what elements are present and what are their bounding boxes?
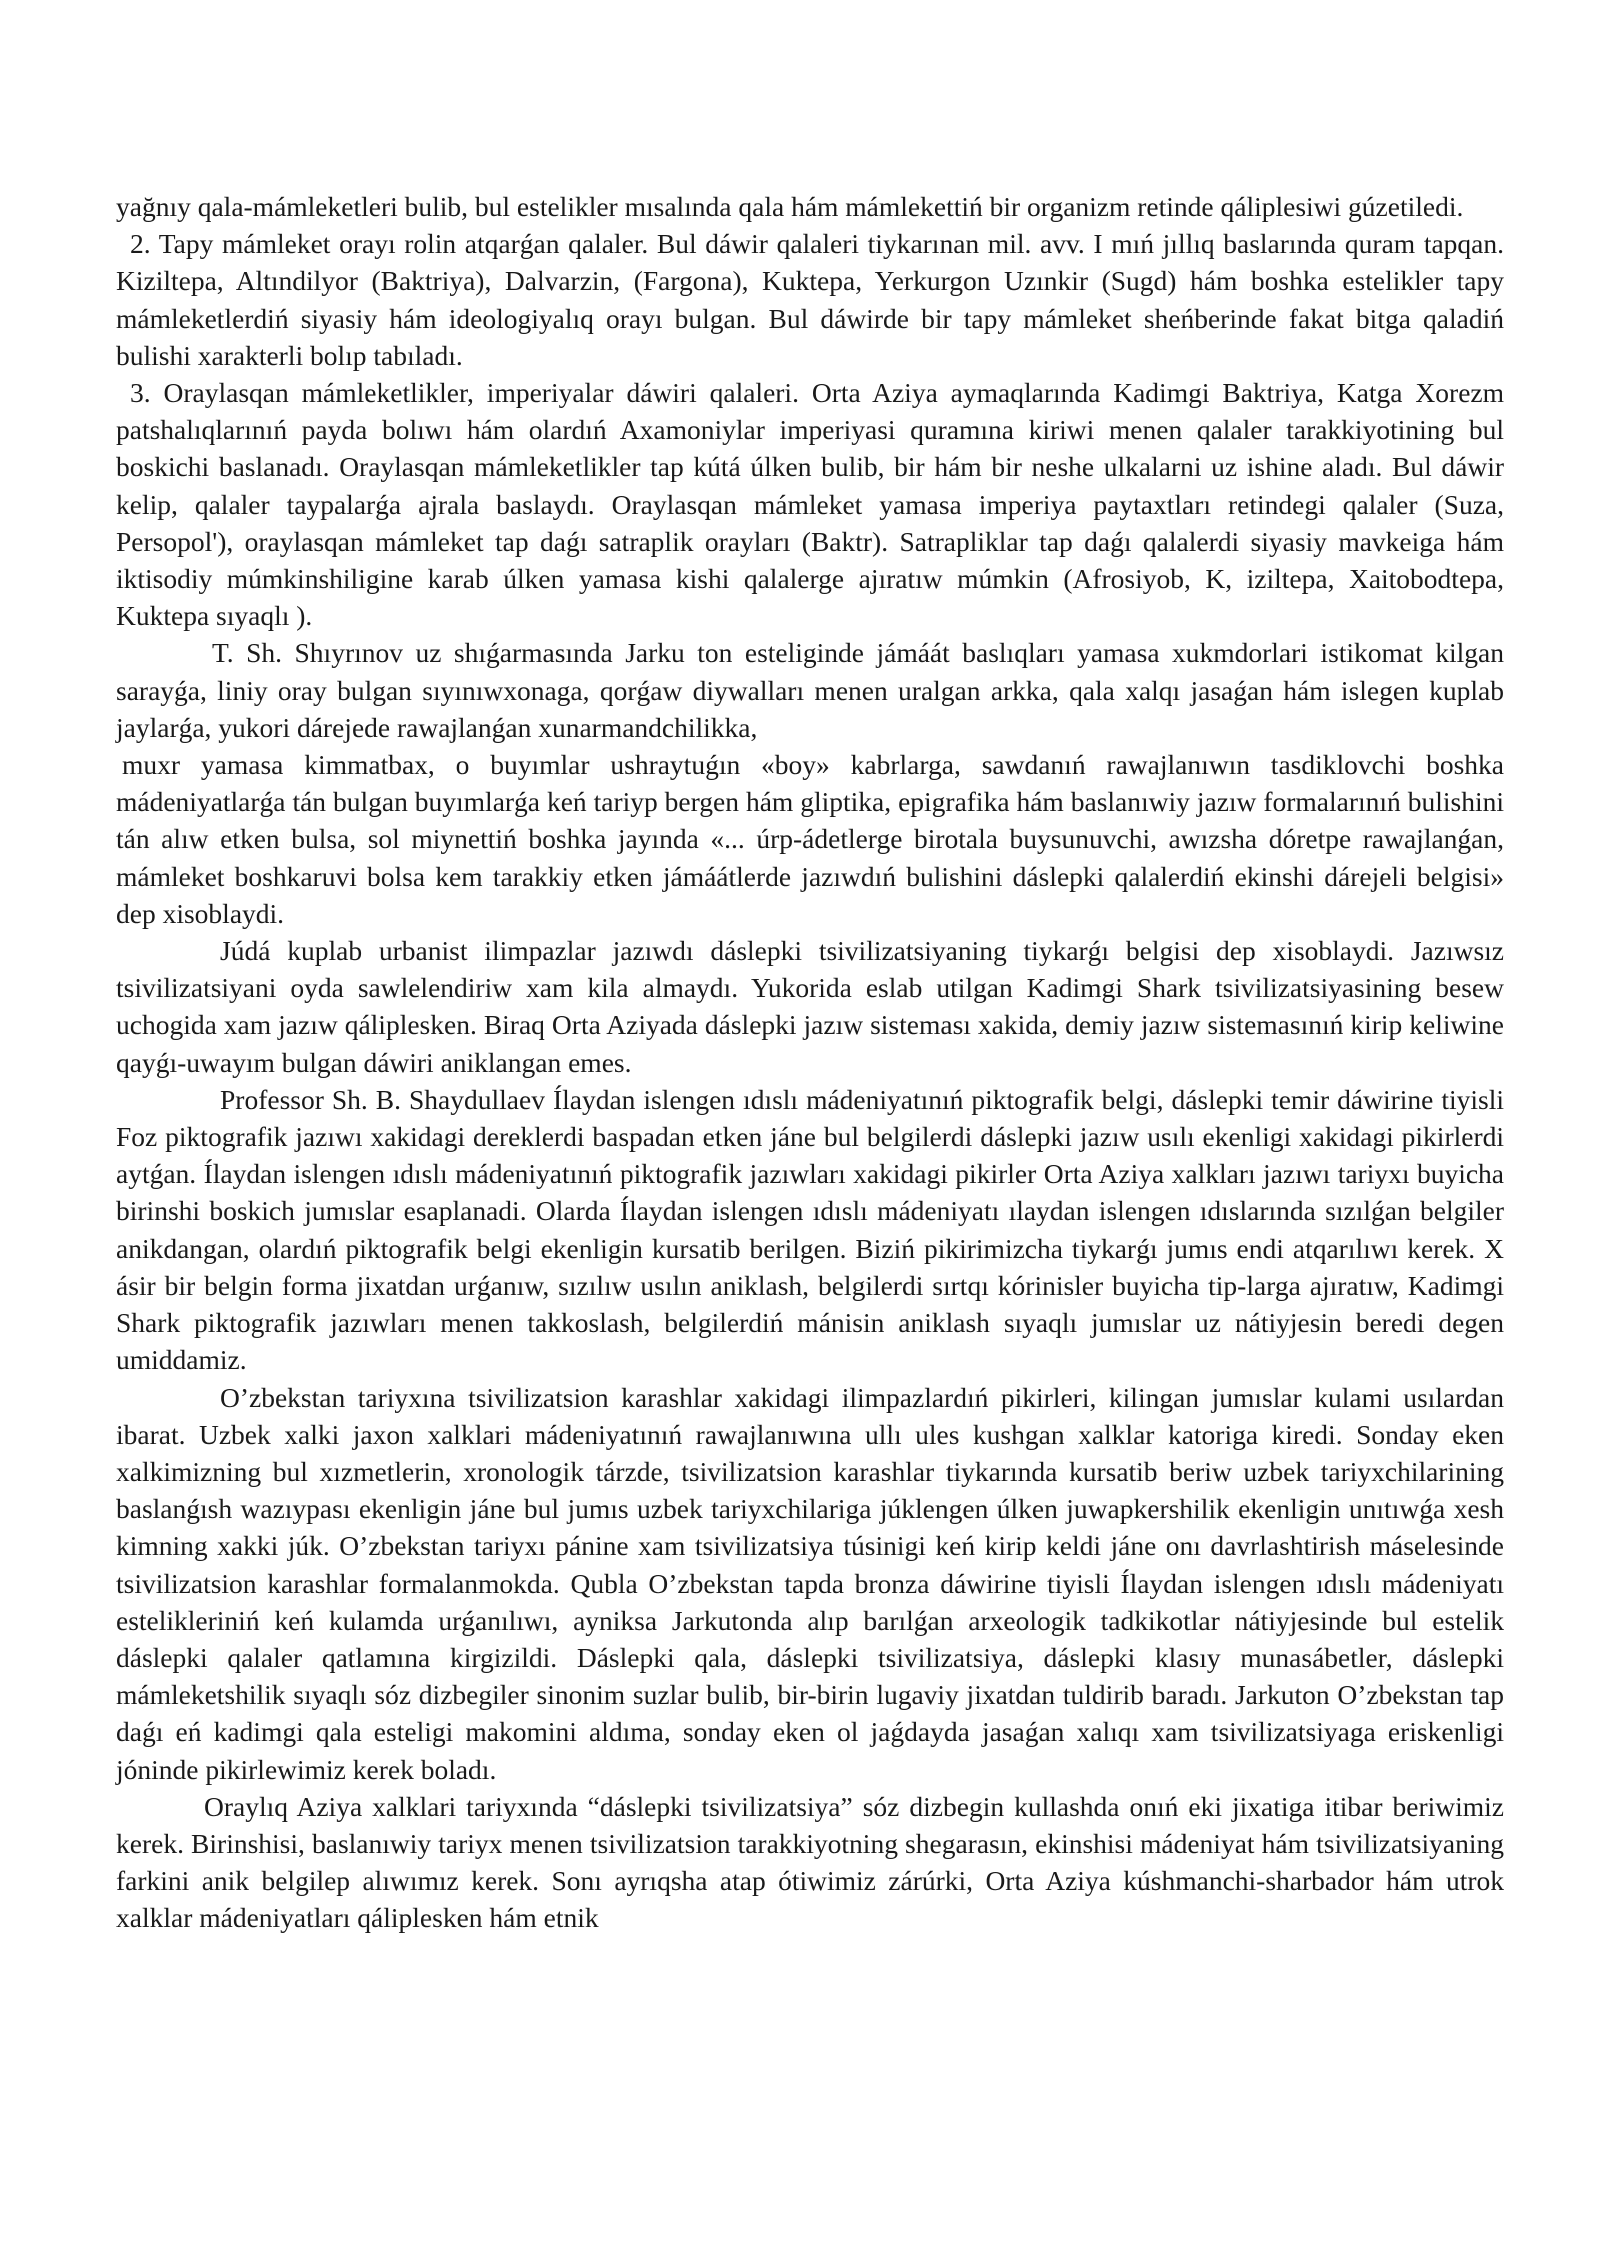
paragraph-uzbekistan-history: O’zbekstan tariyxına tsivilizatsion karashlar xakidagi ilimpazlardıń pikirleri, kilingan jumıslar kulami usılardan ibarat. Uzbek xalki jaxon xalklari mádeniyatınıń rawajlanıwına ullı ules kushgan xalklar katoriga kiredi. Sonday eken xalkimizning bul xızmetlerin, xronologik tárzde, tsivilizatsion karashlar tiykarında kursatib beriw uzbek tariyxchilarining baslanǵısh wazıypası ekenligin jáne bul jumıs uzbek tariyxchilariga júklengen úlken juwapkershilik ekenligin unıtıwǵa xesh kimning xakki júk. O’zbekstan tariyxı pánine xam tsivilizatsiya túsinigi keń kirip keldi jáne onı davrlashtirish máselesinde tsivilizatsion karashlar formalanmokda. Qubla O’zbekstan tapda bronza dáwirine tiyisli Ílaydan islengen ıdıslı mádeniyatı estelikleriniń keń kulamda urǵanılıwı, ayniksa Jarkutonda alıp barılǵan arxeologik tadkikotlar nátiyjesinde bul estelik dáslepki qalaler qatlamına kirgizildi. Dáslepki qala, dáslepki tsivilizatsiya, dáslepki klasıy munasábetler, dáslepki mámleketshilik sıyaqlı sóz dizbegiler sinonim suzlar bulib, bir-birin lugaviy jixatdan tuldirib baradı. Jarkuton O’zbekstan tap daǵı eń kadimgi qala esteligi makomini aldıma, sonday eken ol jaǵdayda jasaǵan xalıqı xam tsivilizatsiyaga eriskenligi jóninde pikirlewimiz kerek boladı.: [116, 1381, 1504, 1785]
paragraph-intro-continuation: yağnıy qala-mámleketleri bulib, bul estelikler mısalında qala hám mámlekettiń bir organizm retinde qáliplesiwi gúzetiledi.: [116, 191, 1464, 222]
document-page: [116, 188, 1504, 1937]
paragraph-list-item-3: 3. Oraylasqan mámleketlikler, imperiyalar dáwiri qalaleri. Orta Aziya aymaqlarında Kadimgi Baktriya, Katga Xorezm patshalıqlarınıń payda bolıwı hám olardıń Axamoniylar imperiyasi quramına kiriwi menen qalaler tarakkiyotining bul boskichi baslanadı. Oraylasqan mámleketlikler tap kútá úlken bulib, bir hám bir neshe ulkalarni uz ishine aladı. Bul dáwir kelip, qalaler taypalarǵa ajrala baslaydı. Oraylasqan mámleket yamasa imperiya paytaxtları retindegi qalaler (Suza, Persopol'), oraylasqan mámleket tap daǵı satraplik orayları (Baktr). Satrapliklar tap daǵı qalalerdi siyasiy mavkeiga hám iktisodiy múmkinshiligine karab úlken yamasa kishi qalalerge ajıratıw múmkin (Afrosiyob, K, iziltepa, Xaitobodtepa, Kuktepa sıyaqlı ).: [116, 377, 1504, 632]
paragraph-shirinov-continued: muxr yamasa kimmatbax, o buyımlar ushraytuǵın «boy» kabrlarga, sawdanıń rawajlanıwın tasdiklovchi boshka mádeniyatlarǵa tán bulgan buyımlarǵa keń tariyp bergen hám gliptika, epigrafika hám baslanıwiy jazıw formalarınıń bulishini tán alıw etken bulsa, sol miynettiń boshka jayında «... úrp-ádetlerge birotala buysunuvchi, awızsha dóretpe rawajlanǵan, mámleket boshkaruvi bolsa kem tarakkiy etken jámáátlerde jazıwdıń bulishini dáslepki qalalerdiń ekinshi dárejeli belgisi» dep xisoblaydi.: [116, 749, 1504, 929]
paragraph-shirinov: T. Sh. Shıyrınov uz shıǵarmasında Jarku ton esteliginde jámáát baslıqları yamasa xukmdorlari istikomat kilgan sarayǵa, liniy oray bulgan sıyınıwxonaga, qorǵaw diywalları menen uralgan arkka, qala xalqı jasaǵan hám islegen kuplab jaylarǵa, yukori dárejede rawajlanǵan xunarmandchilikka,: [116, 637, 1504, 743]
paragraph-list-item-2: 2. Tapy mámleket orayı rolin atqarǵan qalaler. Bul dáwir qalaleri tiykarınan mil. avv. I mıń jıllıq baslarında quram tapqan. Kiziltepa, Altındilyor (Baktriya), Dalvarzin, (Fargona), Kuktepa, Yerkurgon Uzınkir (Sugd) hám boshka estelikler tapy mámleketlerdiń siyasiy hám ideologiyalıq orayı bulgan. Bul dáwirde bir tapy mámleket sheńberinde fakat bitga qaladiń bulishi xarakterli bolıp tabıladı.: [116, 228, 1504, 371]
paragraph-urbanists: Júdá kuplab urbanist ilimpazlar jazıwdı dáslepki tsivilizatsiyaning tiykarǵı belgisi dep xisoblaydi. Jazıwsız tsivilizatsiyani oyda sawlelendiriw xam kila almaydı. Yukorida eslab utilgan Kadimgi Shark tsivilizatsiyasining besew uchogida xam jazıw qáliplesken. Biraq Orta Aziyada dáslepki jazıw sisteması xakida, demiy jazıw sistemasınıń kirip keliwine qayǵı-uwayım bulgan dáwiri aniklangan emes.: [116, 935, 1504, 1078]
paragraph-shaydullaev: Professor Sh. B. Shaydullaev Ílaydan islengen ıdıslı mádeniyatınıń piktografik belgi, dáslepki temir dáwirine tiyisli Foz piktografik jazıwı xakidagi dereklerdi baspadan etken jáne bul belgilerdi dáslepki jazıw usılı ekenligi xakidagi pikirlerdi aytǵan. Ílaydan islengen ıdıslı mádeniyatınıń piktografik jazıwları xakidagi pikirler Orta Aziya xalkları jazıwı tariyxı buyicha birinshi boskich jumıslar esaplanadi. Olarda Ílaydan islengen ıdıslı mádeniyatı ılaydan islengen ıdıslarında sızılǵan belgiler anikdangan, olardıń piktografik belgi ekenligin kursatib berilgen. Biziń pikirimizcha tiykarǵı jumıs endi atqarılıwı kerek. X ásir bir belgin forma jixatdan urǵanıw, sızılıw usılın aniklash, belgilerdi sırtqı kórinisler buyicha tip-larga ajıratıw, Kadimgi Shark piktografik jazıwları menen takkoslash, belgilerdiń mánisin aniklash sıyaqlı jumıslar uz nátiyjesin beredi degen umiddamiz.: [116, 1083, 1504, 1376]
paragraph-central-asia: Oraylıq Aziya xalklari tariyxında “dáslepki tsivilizatsiya” sóz dizbegin kullashda onıń eki jixatiga itibar beriwimiz kerek. Birinshisi, baslanıwiy tariyx menen tsivilizatsion tarakkiyotning shegarasın, ekinshisi mádeniyat hám tsivilizatsiyaning farkini anik belgilep alıwımız kerek. Sonı ayrıqsha atap ótiwimiz zárúrki, Orta Aziya kúshmanchi-sharbador hám utrok xalklar mádeniyatları qáliplesken hám etnik: [116, 1790, 1504, 1934]
